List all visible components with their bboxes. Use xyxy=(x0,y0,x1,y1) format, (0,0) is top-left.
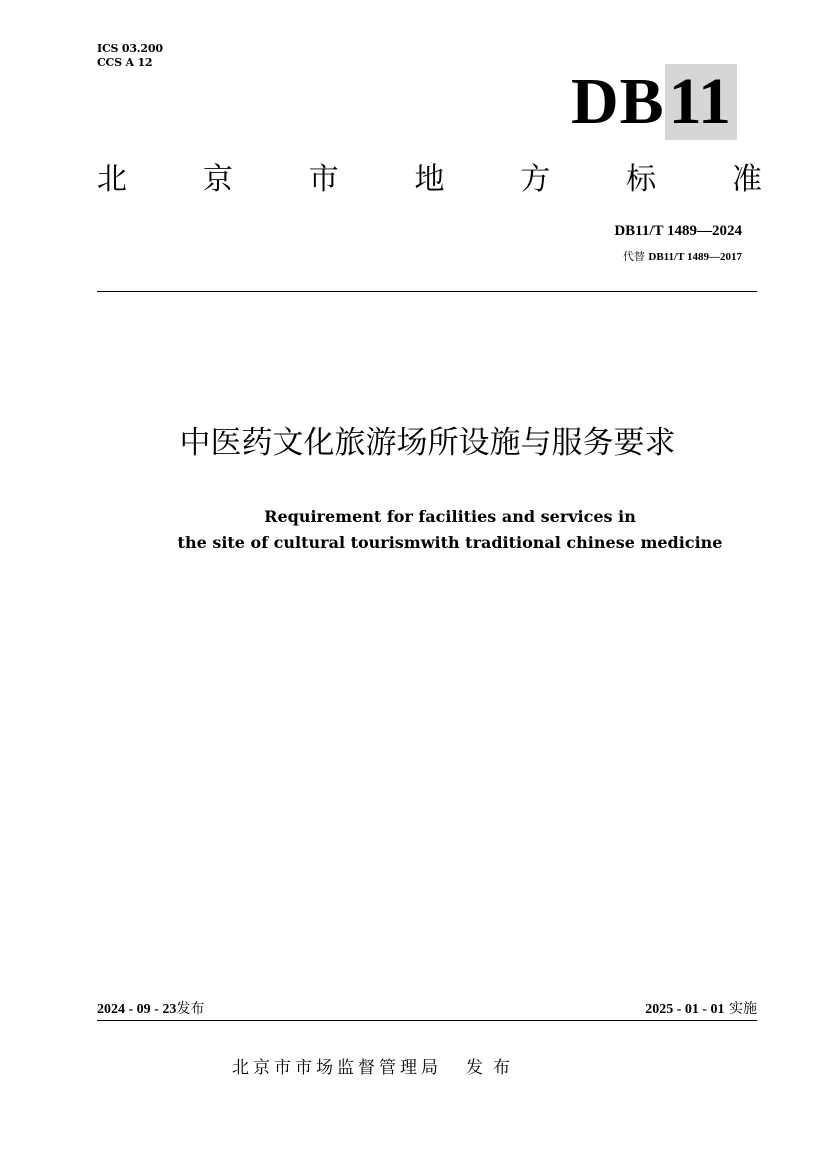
replaces-label: 代替 xyxy=(622,250,645,263)
implement-date xyxy=(645,998,757,1018)
standard-type-char: 准 xyxy=(731,162,762,197)
publish-date xyxy=(97,998,204,1018)
standard-type-char: 方 xyxy=(520,162,551,197)
db-logo xyxy=(571,64,737,140)
standard-type-char: 地 xyxy=(414,162,445,197)
issuer-action: 发布 xyxy=(466,1058,520,1078)
publish-label: 发布 xyxy=(176,1001,205,1017)
implement-date-value: 2025 - 01 - 01 xyxy=(645,1002,725,1017)
document-title-en xyxy=(0,504,815,556)
replaces-line xyxy=(623,248,742,264)
classification-codes xyxy=(97,42,163,70)
standard-code: DB11/T 1489—2024 xyxy=(614,223,742,239)
issuer-name: 北京市市场监督管理局 xyxy=(232,1058,442,1078)
title-en-line-2: the site of cultural tourismwith traditional chinese medicine xyxy=(177,533,723,552)
ccs-code: CCS A 12 xyxy=(97,56,153,69)
standard-type-char: 标 xyxy=(626,162,657,197)
footer-divider xyxy=(97,1020,757,1021)
db-logo-number: 11 xyxy=(665,64,737,140)
implement-label: 实施 xyxy=(729,1001,757,1017)
publish-date-value: 2024 - 09 - 23 xyxy=(97,1002,177,1017)
standard-type-char: 市 xyxy=(308,162,339,197)
replaces-code: DB11/T 1489—2017 xyxy=(648,251,742,263)
standard-type-char: 北 xyxy=(97,162,127,197)
db-logo-prefix: DB xyxy=(570,65,665,138)
document-title-cn: 中医药文化旅游场所设施与服务要求 xyxy=(179,425,676,461)
title-en-line-1: Requirement for facilities and services in xyxy=(264,507,636,526)
issuer-line xyxy=(232,1053,520,1078)
header-divider xyxy=(97,291,757,292)
standard-type-heading xyxy=(97,160,762,200)
standard-type-char: 京 xyxy=(202,162,233,197)
ics-code: ICS 03.200 xyxy=(97,42,163,55)
